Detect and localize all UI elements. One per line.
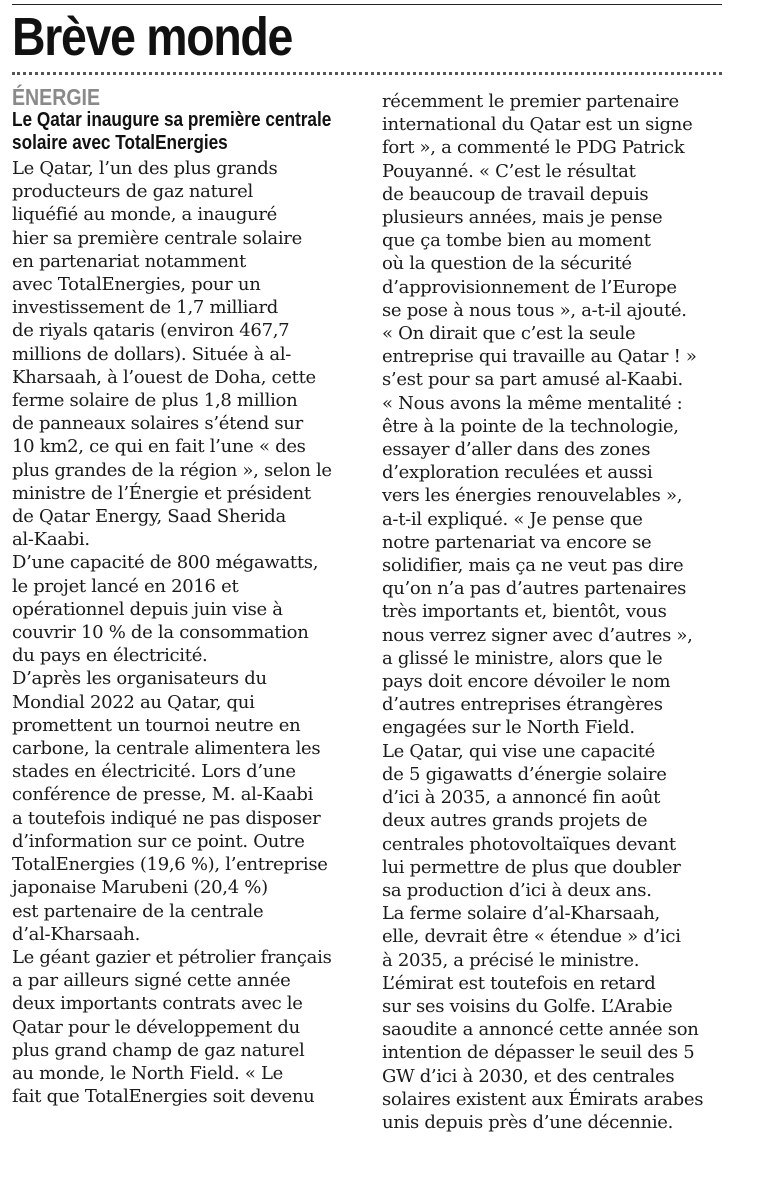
article-text-line: solaires existent aux Émirats arabes (382, 1088, 704, 1110)
article-text-line: fait que TotalEnergies soit devenu (12, 1086, 315, 1108)
article-text-line: Kharsaah, à l’ouest de Doha, cette (12, 366, 316, 388)
article-text-line: intention de dépasser le seuil des 5 (382, 1042, 695, 1064)
article-text-line: à 2035, a précisé le ministre. (382, 949, 640, 971)
article-text-line: deux importants contrats avec le (12, 993, 303, 1015)
article-text-line: promettent un tournoi neutre en (12, 714, 301, 736)
article-text-line: conférence de presse, M. al-Kaabi (12, 784, 314, 806)
article-text-line: qu’on n’a pas d’autres partenaires (382, 578, 687, 600)
article-text-line: deux autres grands projets de (382, 810, 648, 832)
article-text-line: de beaucoup de travail depuis (382, 183, 649, 205)
article-text-line: unis depuis près d’une décennie. (382, 1111, 674, 1133)
dotted-divider (12, 72, 722, 75)
article-text-line: elle, devrait être « étendue » d’ici (382, 926, 681, 948)
article-text-line: Pouyanné. « C’est le résultat (382, 160, 636, 182)
article-text-line: fort », a commenté le PDG Patrick (382, 137, 685, 159)
article (12, 85, 722, 1185)
article-text-line: Le géant gazier et pétrolier français (12, 946, 332, 968)
article-headline: Le Qatar inaugure sa première centrale solaire avec TotalEnergies (12, 109, 332, 154)
article-column-right (382, 90, 727, 1134)
article-kicker: ÉNERGIE (12, 84, 101, 110)
article-text-line: stades en électricité. Lors d’une (12, 761, 296, 783)
article-text-line: s’est pour sa part amusé al-Kaabi. (382, 369, 683, 391)
article-text-line: a-t-il expliqué. « Je pense que (382, 508, 643, 530)
article-text-line: entreprise qui travaille au Qatar ! » (382, 346, 697, 368)
article-text-line: Le Qatar, l’un des plus grands (12, 158, 278, 179)
article-text-line: centrales photovoltaïques devant (382, 833, 676, 855)
article-text-line: que ça tombe bien au moment (382, 230, 651, 252)
article-text-line: sur ses voisins du Golfe. L’Arabie (382, 995, 673, 1017)
article-text-line: Le Qatar, qui vise une capacité (382, 740, 656, 762)
article-text-line: ministre de l’Énergie et président (12, 482, 311, 504)
article-text-line: pays doit encore dévoiler le nom (382, 671, 671, 693)
article-text-line: de panneaux solaires s’étend sur (12, 413, 303, 435)
article-text-line: producteurs de gaz naturel (12, 181, 253, 203)
article-text-line: engagées sur le North Field. (382, 717, 635, 739)
article-text-line: d’al-Kharsaah. (12, 923, 141, 945)
article-text-line: du pays en électricité. (12, 645, 208, 667)
article-text-line: d’autres entreprises étrangères (382, 694, 663, 716)
article-text-line: al-Kaabi. (12, 529, 90, 551)
article-text-line: d’exploration reculées et aussi (382, 462, 653, 484)
article-text-line: japonaise Marubeni (20,4 %) (12, 877, 268, 899)
article-text-line: liquéfié au monde, a inauguré (12, 204, 278, 226)
article-text-line: notre partenariat va encore se (382, 531, 652, 553)
article-text-line: de riyals qataris (environ 467,7 (12, 320, 290, 342)
article-text-line: a par ailleurs signé cette année (12, 970, 291, 992)
article-text-line: couvrir 10 % de la consommation (12, 622, 309, 644)
article-text-line: ferme solaire de plus 1,8 million (12, 390, 298, 412)
article-text-line: D’une capacité de 800 mégawatts, (12, 552, 319, 574)
article-text-line: essayer d’aller dans des zones (382, 439, 651, 461)
article-text-line: est partenaire de la centrale (12, 900, 264, 922)
article-text-line: D’après les organisateurs du (12, 668, 267, 690)
article-text-line: lui permettre de plus que doubler (382, 856, 681, 878)
article-text-line: d’information sur ce point. Outre (12, 830, 305, 852)
article-text-line: L’émirat est toutefois en retard (382, 972, 656, 994)
article-text-line: Qatar pour le développement du (12, 1016, 300, 1038)
article-text-line: plus grandes de la région », selon le (12, 459, 332, 481)
article-text-line: carbone, la centrale alimentera les (12, 738, 321, 760)
article-text-line: a toutefois indiqué ne pas disposer (12, 807, 321, 829)
article-text-line: millions de dollars). Située à al- (12, 343, 292, 365)
article-text-line: en partenariat notamment (12, 250, 246, 272)
article-text-line: de Qatar Energy, Saad Sherida (12, 506, 286, 528)
article-text-line: vers les énergies renouvelables », (382, 485, 683, 507)
article-text-line: investissement de 1,7 milliard (12, 297, 278, 319)
article-text-line: récemment le premier partenaire (382, 91, 679, 112)
article-text-line: de 5 gigawatts d’énergie solaire (382, 763, 667, 785)
article-text-line: nous verrez signer avec d’autres », (382, 624, 693, 646)
article-text-line: international du Qatar est un signe (382, 114, 693, 136)
article-text-line: saoudite a annoncé cette année son (382, 1019, 699, 1041)
article-text-line: TotalEnergies (19,6 %), l’entreprise (12, 854, 328, 876)
article-text-line: opérationnel depuis juin vise à (12, 598, 283, 620)
section-title: Brève monde (12, 7, 293, 67)
article-text-line: Mondial 2022 au Qatar, qui (12, 691, 255, 713)
article-text-line: le projet lancé en 2016 et (12, 575, 239, 597)
article-text-line: GW d’ici à 2030, et des centrales (382, 1065, 675, 1087)
article-text-line: se pose à nous tous », a-t-il ajouté. (382, 299, 687, 321)
article-text-line: a glissé le ministre, alors que le (382, 647, 663, 669)
article-text-line: d’ici à 2035, a annoncé fin août (382, 787, 661, 809)
article-text-line: avec TotalEnergies, pour un (12, 274, 261, 296)
article-text-line: d’approvisionnement de l’Europe (382, 276, 677, 298)
article-text-line: « On dirait que c’est la seule (382, 323, 636, 345)
article-text-line: au monde, le North Field. « Le (12, 1062, 283, 1084)
article-text-line: très importants et, bientôt, vous (382, 601, 667, 623)
article-text-line: plusieurs années, mais je pense (382, 207, 663, 229)
article-column-left (12, 85, 357, 1108)
article-text-line: sa production d’ici à deux ans. (382, 879, 652, 901)
article-text-line: « Nous avons la même mentalité : (382, 392, 683, 414)
article-text-line: hier sa première centrale solaire (12, 227, 302, 249)
article-text-line: être à la pointe de la technologie, (382, 415, 679, 437)
article-text-line: plus grand champ de gaz naturel (12, 1039, 305, 1061)
article-text-line: La ferme solaire d’al-Kharsaah, (382, 903, 660, 925)
article-text-line: 10 km2, ce qui en fait l’une « des (12, 436, 306, 458)
article-text-line: solidifier, mais ça ne veut pas dire (382, 555, 684, 577)
article-text-line: où la question de la sécurité (382, 253, 632, 275)
